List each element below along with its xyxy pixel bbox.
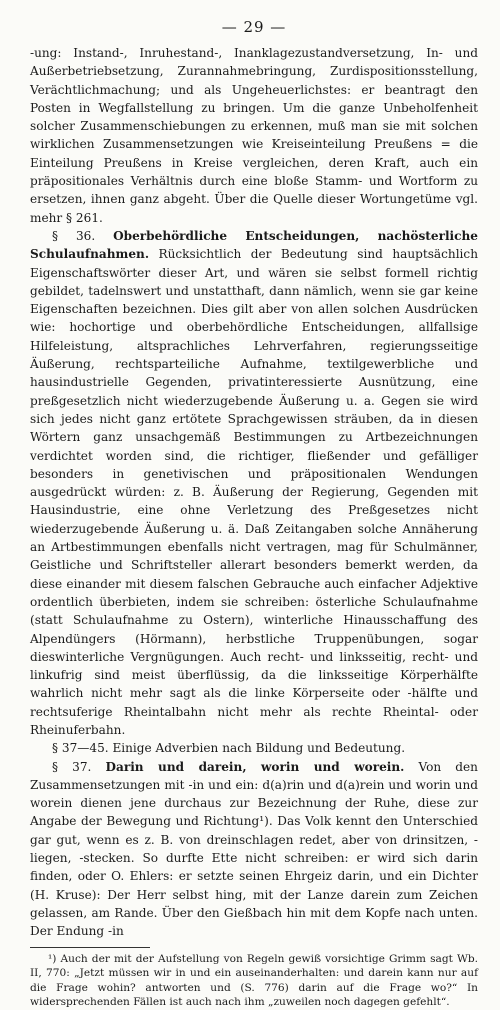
footnote: ¹) Auch der mit der Aufstellung von Regeln gewiß vorsichtige Grimm sagt Wb. II, 770: „Jetzt müssen wir in und ein auseinanderhalten: und darein kann nur auf die Frage wohin? antworten und (S. 776) darin auf die Frage wo?“ In widersprechenden Fällen ist auch nach ihm „zuweilen noch dagegen gefehlt“.	[30, 952, 478, 1009]
section-36-text: Rücksichtlich der Bedeutung sind hauptsächlich Eigenschaftswörter dieser Art, und wären sie selbst formell richtig gebildet, tadelnswert und unstatthaft, dann nämlich, wenn sie gar keine Eigenschaften bezeichnen. Dies gilt aber von allen solchen Ausdrücken wie: hochortige und oberbehördliche Entscheidungen, allfallsige Hilfeleistung, altsprachliches Lehrverfahren, regierungsseitige Äußerung, rechtsparteiliche Aufnahme, textilgewerbliche und hausindustrielle Gegenden, privatinteressierte Ausnützung, eine preßgesetzlich nicht wiederzugebende Äußerung u. a. Gegen sie wird sich jedes nicht ganz ertötete Sprachgewissen sträuben, da in diesen Wörtern ganz unsachgemäß Bestimmungen zu Artbezeichnungen verdichtet worden sind, die richtiger, fließender und gefälliger besonders in genetivischen und präpositionalen Wendungen ausgedrückt würden: z. B. Äußerung der Regierung, Gegenden mit Hausindustrie, eine ohne Verletzung des Preßgesetzes nicht wiederzugebende Äußerung u. ä. Daß Zeitangaben solche Annäherung an Artbestimmungen ebenfalls nicht vertragen, mag für Schulmänner, Geistliche und Schriftsteller allerart besonders bemerkt werden, da diese einander mit diesem falschen Gebrauche auch einfacher Adjektive ordentlich überbieten, indem sie schreiben: österliche Schulaufnahme (statt Schulaufnahme zu Ostern), winterliche Hinausschaffung des Alpendüngers (Hörmann), herbstliche Truppenübungen, sogar dieswinterliche Vergnügungen. Auch recht- und linksseitig, recht- und linkufrig sind meist überflüssig, da die linksseitige Körperhälfte wahrlich nicht mehr sagt als die linke Körperseite oder -hälfte und rechtsuferige Rheintalbahn nicht mehr als rechte Rheintal- oder Rheinuferbahn.	[30, 247, 478, 737]
section-37-45-heading: § 37—45. Einige Adverbien nach Bildung und Bedeutung.	[52, 741, 406, 756]
section-37-number: § 37.	[52, 759, 92, 774]
footnote-divider	[30, 947, 150, 948]
section-37-paragraph	[30, 758, 478, 941]
body-text	[30, 44, 478, 941]
paragraph-compound-words: -ung: Instand-, Inruhestand-, Inanklagezustandversetzung, In- und Außerbetriebsetzung, Zurannahmebringung, Zurdispositionsstellung, Verächtlichmachung; und als Ungeheuerlichstes: er beantragt den Posten in Wegfallstellung zu bringen. Um die ganze Unbeholfenheit solcher Zusammenschiebungen zu erkennen, muß man sie mit solchen wirklichen Zusammensetzungen wie Kreiseinteilung Preußens = die Einteilung Preußens in Kreise vergleichen, deren Kraft, auch ein präpositionales Verhältnis durch eine bloße Stamm- und Wortform zu ersetzen, ihnen ganz abgeht. Über die Quelle dieser Wortungetüme vgl. mehr § 261.	[30, 46, 478, 225]
section-37-text: Von den Zusammensetzungen mit -in und ein: d(a)rin und d(a)rein und worin und worein dienen jene durchaus zur Bezeichnung der Ruhe, diese zur Angabe der Bewegung und Richtung¹). Das Volk kennt den Unterschied gar gut, wenn es z. B. von dreinschlagen redet, aber von drinsitzen, -liegen, -stecken. So durfte Ette nicht schreiben: er wird sich darin finden, oder O. Ehlers: er setzte seinen Ehrgeiz darin, und ein Dichter (H. Kruse): Der Herr selbst hing, mit der Lanze darein zum Zeichen gelassen, am Rande. Über den Gießbach hin mit dem Kopfe nach unten. Der Endung -in	[30, 759, 478, 939]
section-36-number: § 36.	[52, 228, 96, 243]
section-36-title: Oberbehördliche Entscheidungen, nachösterliche Schulaufnahmen.	[30, 228, 478, 262]
section-36-paragraph	[30, 227, 478, 739]
page-number: — 29 —	[221, 18, 287, 36]
section-37-title: Darin und darein, worin und worein.	[105, 759, 405, 774]
